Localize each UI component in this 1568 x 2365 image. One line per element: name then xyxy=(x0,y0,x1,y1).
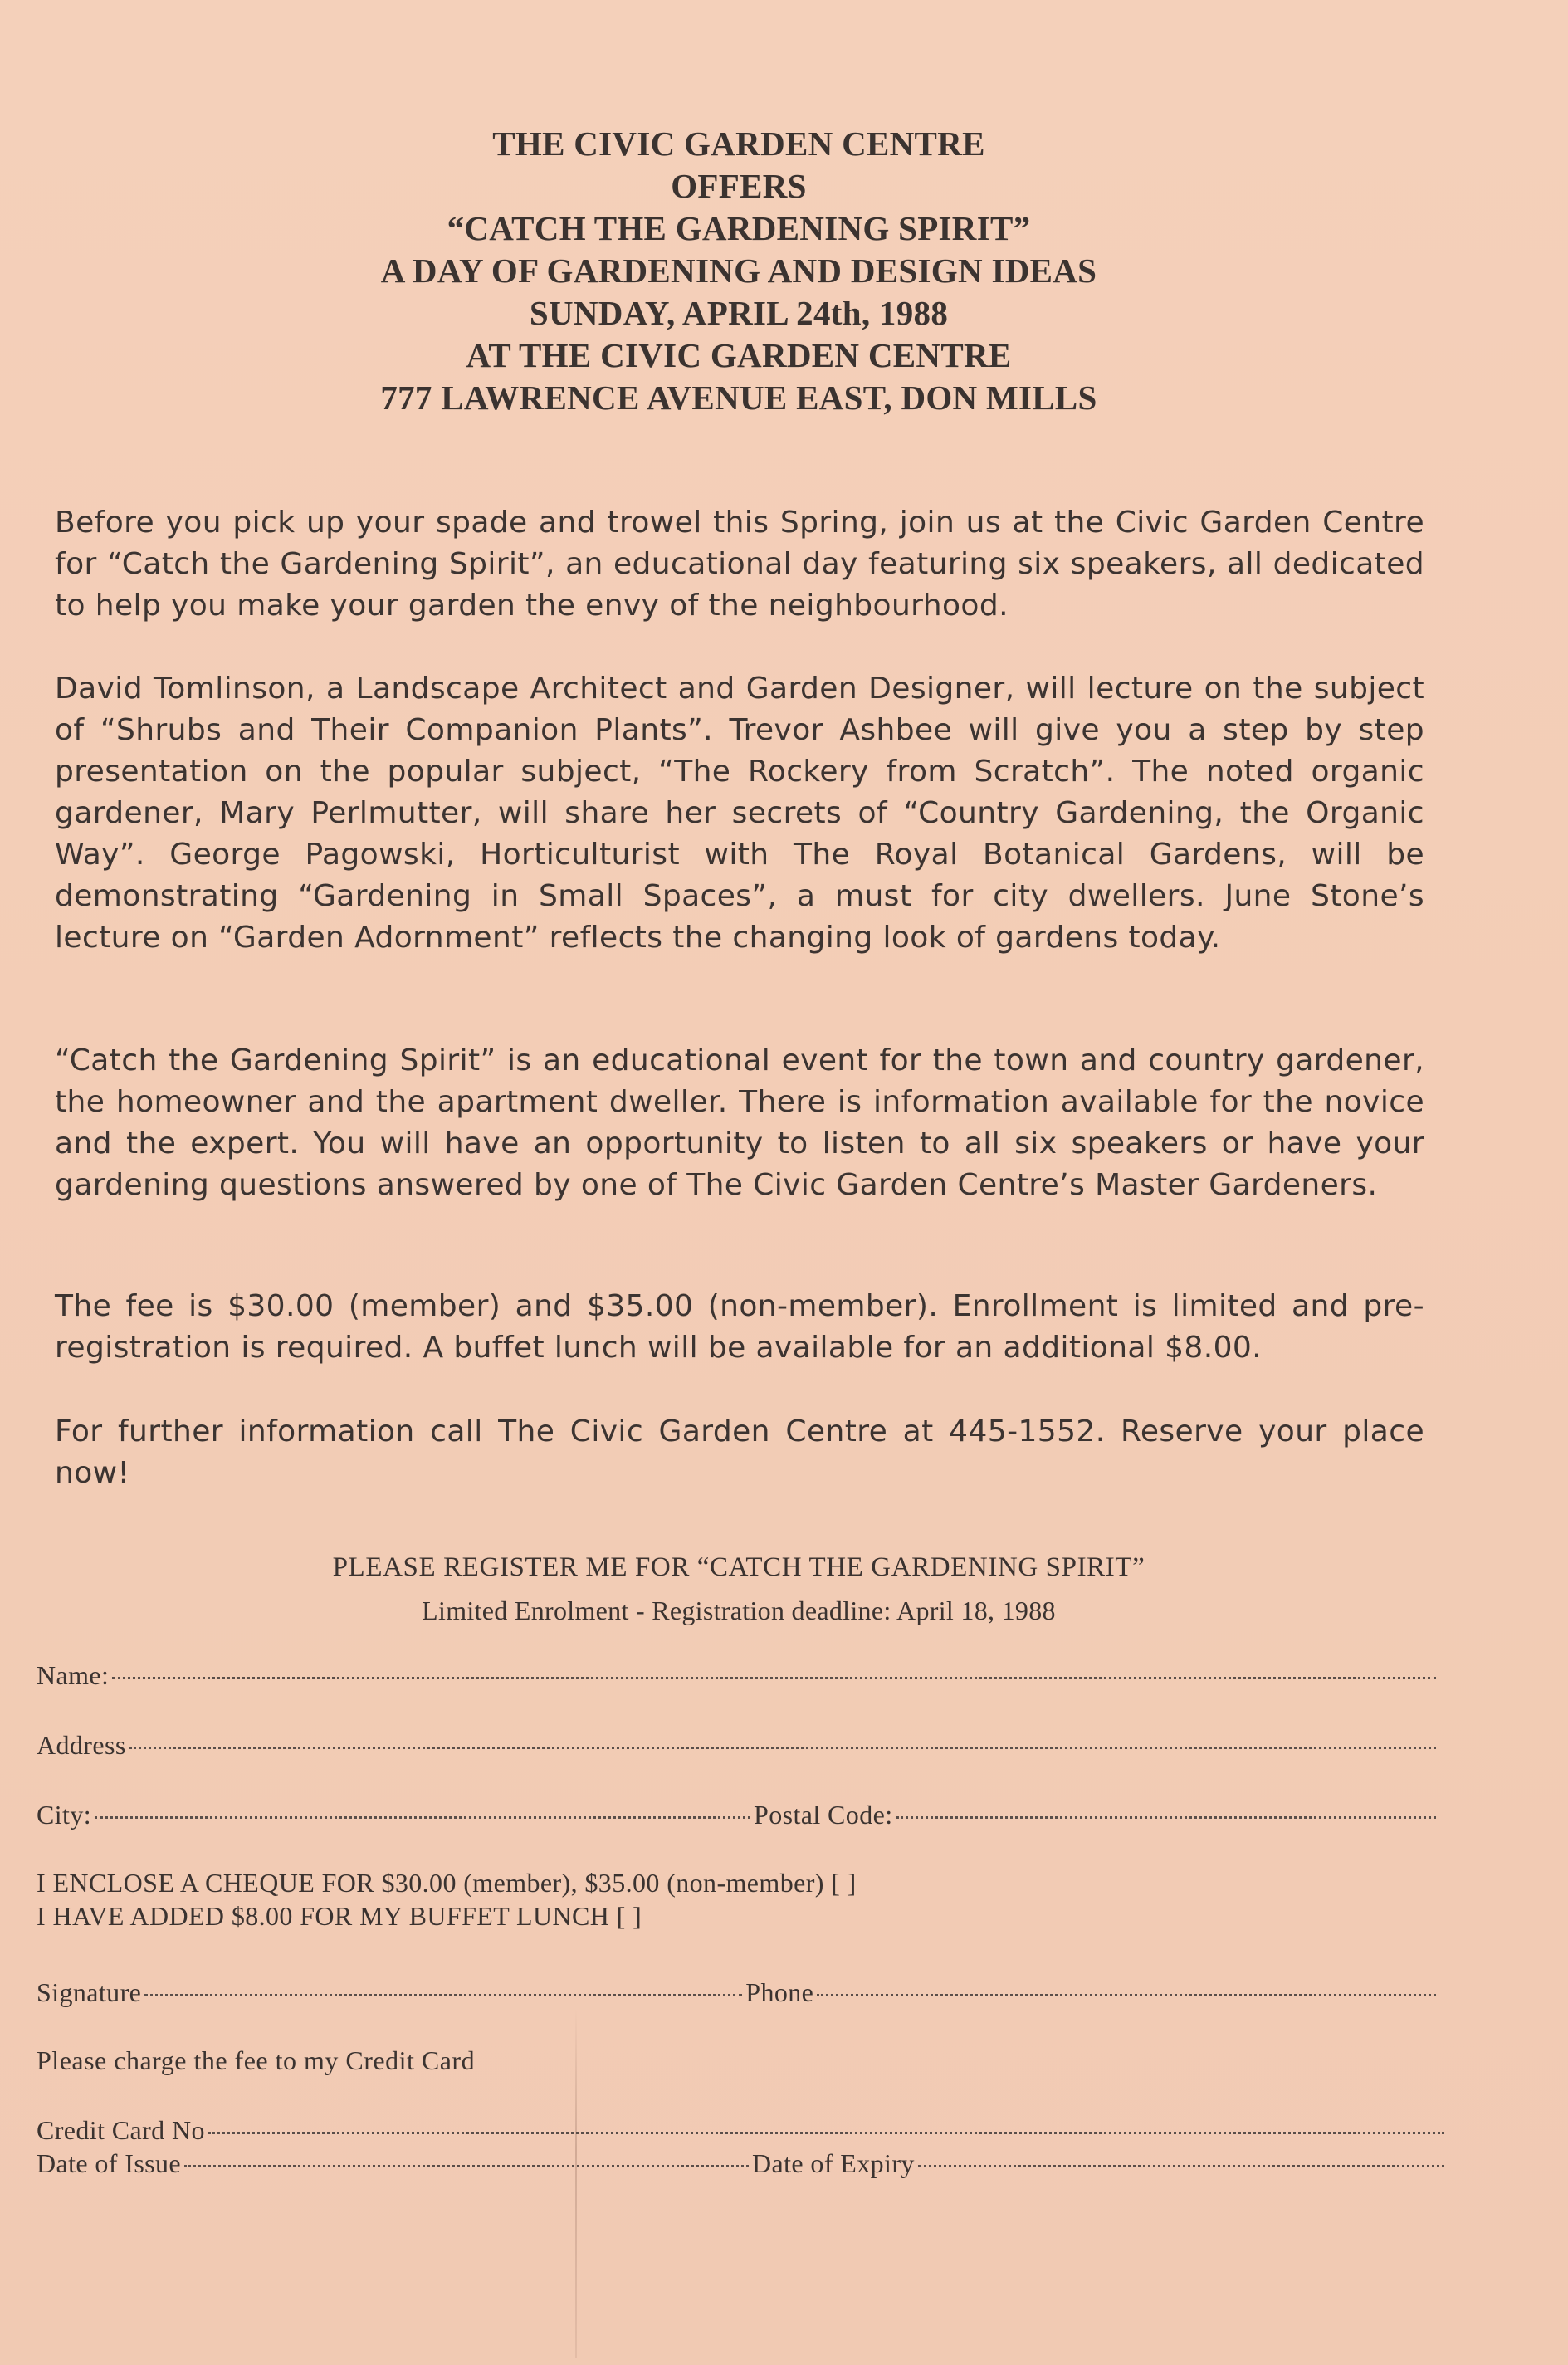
title-line: 777 LAWRENCE AVENUE EAST, DON MILLS xyxy=(380,379,1097,417)
name-label: Name: xyxy=(37,1660,110,1690)
address-label: Address xyxy=(37,1730,126,1760)
title-line: THE CIVIC GARDEN CENTRE xyxy=(492,125,985,163)
speakers-paragraph: David Tomlinson, a Landscape Architect and Garden Designer, will lecture on the subject of “Shrubs and Their Companion Plants”. Trevor Ashbee will give you a step by step presentation on the popular subject, “The Rockery from Scratch”. The noted organic gardener, Mary Perlmutter, will share her secrets of “Country Gardening, the Organic Way”. George Pagowski, Horticulturist with The Royal Botanical Gardens, will be demonstrating “Gardening in Small Spaces”, a must for city dwellers. June Stone’s lecture on “Garden Adornment” reflects the changing look of gardens today. xyxy=(55,672,1424,955)
fee-paragraph: The fee is $30.00 (member) and $35.00 (non-member). Enrollment is limited and pre-registration is required. A buffet lunch will be available for an additional $8.00. xyxy=(55,1289,1424,1365)
credit-card-number-field[interactable] xyxy=(37,2115,1448,2146)
name-dotted-line[interactable] xyxy=(112,1677,1436,1679)
credit-card-number-label: Credit Card No xyxy=(37,2115,205,2145)
city-postal-row xyxy=(37,1800,1439,1830)
phone-label: Phone xyxy=(745,1977,814,2007)
registration-title: PLEASE REGISTER ME FOR “CATCH THE GARDENING SPIRIT” xyxy=(332,1552,1145,1582)
credit-card-number-dotted-line[interactable] xyxy=(208,2132,1444,2134)
address-dotted-line[interactable] xyxy=(129,1747,1436,1749)
lunch-checkbox-line[interactable]: I HAVE ADDED $8.00 FOR MY BUFFET LUNCH [ ] xyxy=(37,1901,642,1931)
audience-paragraph: “Catch the Gardening Spirit” is an educational event for the town and country gardener, the homeowner and the apartment dweller. There is information available for the novice and the expert. You will have an opportunity to listen to all six speakers or have your gardening questions answered by one of The Civic Garden Centre’s Master Gardeners. xyxy=(55,1043,1424,1202)
postal-code-dotted-line[interactable] xyxy=(896,1816,1437,1819)
title-line: OFFERS xyxy=(671,167,807,205)
title-line: SUNDAY, APRIL 24th, 1988 xyxy=(529,294,949,332)
intro-paragraph: Before you pick up your spade and trowel this Spring, join us at the Civic Garden Centre for “Catch the Gardening Spirit”, an educational day featuring six speakers, all dedicated to help you make your garden the envy of the neighbourhood. xyxy=(55,506,1424,623)
title-line: AT THE CIVIC GARDEN CENTRE xyxy=(466,336,1012,374)
address-field[interactable] xyxy=(37,1730,1439,1761)
date-of-expiry-label: Date of Expiry xyxy=(752,2148,915,2178)
signature-label: Signature xyxy=(37,1977,142,2007)
card-dates-row xyxy=(37,2148,1448,2179)
date-of-issue-dotted-line[interactable] xyxy=(184,2165,749,2167)
signature-dotted-line[interactable] xyxy=(144,1994,742,1996)
name-field[interactable] xyxy=(37,1660,1439,1691)
title-line: A DAY OF GARDENING AND DESIGN IDEAS xyxy=(380,252,1097,290)
title-line: “CATCH THE GARDENING SPIRIT” xyxy=(447,209,1031,247)
paper-fold-crease xyxy=(575,2009,577,2358)
postal-code-label: Postal Code: xyxy=(754,1800,893,1830)
city-label: City: xyxy=(37,1800,92,1830)
credit-card-note: Please charge the fee to my Credit Card xyxy=(37,2045,476,2075)
date-of-expiry-dotted-line[interactable] xyxy=(918,2165,1444,2167)
contact-paragraph: For further information call The Civic Garden Centre at 445-1552. Reserve your place now! xyxy=(55,1415,1424,1490)
signature-phone-row xyxy=(37,1977,1439,2008)
city-dotted-line[interactable] xyxy=(95,1816,750,1819)
phone-dotted-line[interactable] xyxy=(817,1994,1436,1996)
event-title-block xyxy=(0,123,1478,419)
date-of-issue-label: Date of Issue xyxy=(37,2148,182,2178)
cheque-checkbox-line[interactable]: I ENCLOSE A CHEQUE FOR $30.00 (member), $35.00 (non-member) [ ] xyxy=(37,1868,857,1898)
registration-deadline: Limited Enrolment - Registration deadline: April 18, 1988 xyxy=(422,1595,1056,1625)
